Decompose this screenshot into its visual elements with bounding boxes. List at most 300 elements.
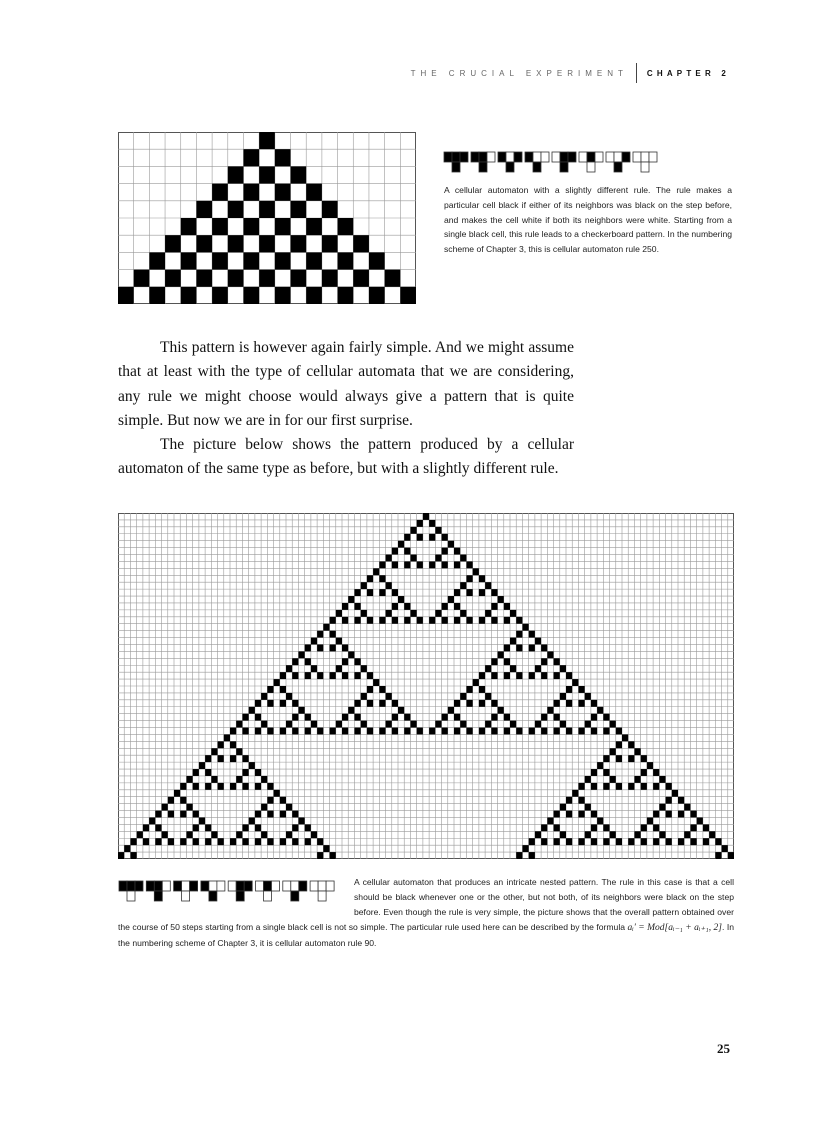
rule-90-black-cell <box>554 714 560 721</box>
rule-90-black-cell <box>541 658 547 665</box>
rule-90-black-cell <box>168 797 174 804</box>
rule-90-black-cell <box>162 831 168 838</box>
rule-250-icon-case-3 <box>525 152 549 172</box>
rule-90-black-cell <box>211 831 217 838</box>
rule-90-black-cell <box>410 610 416 617</box>
rule-250-black-cell <box>338 287 354 304</box>
rule-90-black-cell <box>529 838 535 845</box>
rule-90-black-cell <box>305 644 311 651</box>
rule-90-black-cell <box>249 762 255 769</box>
rule-90-black-cell <box>373 679 379 686</box>
figure1-caption: A cellular automaton with a slightly different rule. The rule makes a particular cell black if either of its neighbors was black on the step before, and makes the cell white if both its neighbors were white. Starting from a single black cell, this rule leads to a checkerboard pattern. In the numbering scheme of Chapter 3, this is cellular automaton rule 250. <box>444 185 732 255</box>
rule-90-black-cell <box>666 811 672 818</box>
rule-90-black-cell <box>404 617 410 624</box>
rule-90-black-cell <box>423 513 429 520</box>
rule-90-black-cell <box>330 631 336 638</box>
rule-90-black-cell <box>149 817 155 824</box>
rule-90-black-cell <box>404 561 410 568</box>
rule-90-black-cell <box>218 755 224 762</box>
rule-90-black-cell <box>529 728 535 735</box>
rule-90-black-cell <box>684 831 690 838</box>
rule-90-black-cell <box>522 845 528 852</box>
rule-90-black-cell <box>323 624 329 631</box>
rule-90-black-cell <box>578 797 584 804</box>
rule-90-black-cell <box>342 714 348 721</box>
rule-90-black-cell <box>224 734 230 741</box>
rule-90-black-cell <box>267 811 273 818</box>
rule-90-black-cell <box>336 665 342 672</box>
rule-90-black-cell <box>690 811 696 818</box>
rule-90-black-cell <box>361 693 367 700</box>
rule-90-black-cell <box>311 721 317 728</box>
rule-90-black-cell <box>560 693 566 700</box>
rule-90-black-cell <box>554 700 560 707</box>
rule-90-black-cell <box>460 721 466 728</box>
rule-90-black-cell <box>311 638 317 645</box>
rule-90-black-cell <box>180 797 186 804</box>
rule-90-black-cell <box>410 555 416 562</box>
rule-90-black-cell <box>666 783 672 790</box>
rule-250-black-cell <box>212 218 228 235</box>
rule-90-black-cell <box>392 617 398 624</box>
rule-90-black-cell <box>292 838 298 845</box>
rule-250-icon-row <box>443 151 661 174</box>
rule-90-black-cell <box>666 797 672 804</box>
rule-90-black-cell <box>417 617 423 624</box>
rule-90-black-cell <box>566 700 572 707</box>
rule-90-black-cell <box>485 721 491 728</box>
rule-90-black-cell <box>336 610 342 617</box>
rule-90-black-cell <box>597 707 603 714</box>
rule-90-black-cell <box>516 852 522 859</box>
rule-90-black-cell <box>280 797 286 804</box>
rule-90-black-cell <box>541 644 547 651</box>
rule-90-black-cell <box>317 852 323 859</box>
rule-90-black-cell <box>286 831 292 838</box>
rule-90-black-cell <box>454 700 460 707</box>
rule-90-black-cell <box>292 672 298 679</box>
rule-90-black-cell <box>367 575 373 582</box>
rule-250-black-cell <box>165 270 181 287</box>
rule-90-black-cell <box>392 603 398 610</box>
rule-90-black-cell <box>641 838 647 845</box>
rule-90-black-cell <box>143 824 149 831</box>
rule-90-black-cell <box>373 568 379 575</box>
rule-90-black-cell <box>572 790 578 797</box>
rule-90-black-cell <box>491 617 497 624</box>
rule-90-black-cell <box>672 790 678 797</box>
rule-250-black-cell <box>291 270 307 287</box>
rule-90-black-cell <box>330 852 336 859</box>
section-title: THE CRUCIAL EXPERIMENT <box>410 68 628 78</box>
rule-250-black-cell <box>196 235 212 252</box>
rule-90-black-cell <box>591 783 597 790</box>
rule-90-black-cell <box>516 644 522 651</box>
rule-90-black-cell <box>404 603 410 610</box>
rule-90-black-cell <box>454 714 460 721</box>
rule-250-black-cell <box>369 252 385 269</box>
rule-90-black-cell <box>379 686 385 693</box>
rule-90-black-cell <box>616 728 622 735</box>
rule-250-black-cell <box>259 270 275 287</box>
rule-90-black-cell <box>491 700 497 707</box>
rule-90-black-cell <box>722 845 728 852</box>
rule-90-black-cell <box>193 769 199 776</box>
rule-90-black-cell <box>379 617 385 624</box>
rule-90-black-cell <box>429 617 435 624</box>
running-header <box>411 63 730 83</box>
rule-90-black-cell <box>535 665 541 672</box>
rule-250-black-cell <box>243 149 259 166</box>
rule-90-black-cell <box>274 679 280 686</box>
rule-90-black-cell <box>242 838 248 845</box>
rule-90-black-cell <box>491 728 497 735</box>
rule-250-black-cell <box>322 201 338 218</box>
rule-90-black-cell <box>448 596 454 603</box>
rule-90-black-cell <box>504 672 510 679</box>
rule-90-black-cell <box>317 672 323 679</box>
rule-90-black-cell <box>653 783 659 790</box>
rule-250-black-cell <box>212 287 228 304</box>
rule-90-black-cell <box>386 610 392 617</box>
rule-90-black-cell <box>628 755 634 762</box>
rule-90-black-cell <box>566 728 572 735</box>
rule-90-black-cell <box>442 617 448 624</box>
rule-90-black-cell <box>547 651 553 658</box>
rule-90-black-cell <box>466 575 472 582</box>
rule-90-black-cell <box>342 644 348 651</box>
rule-90-black-cell <box>529 852 535 859</box>
rule-90-black-cell <box>292 728 298 735</box>
rule-90-black-cell <box>684 804 690 811</box>
rule-90-black-cell <box>603 728 609 735</box>
rule-90-black-cell <box>361 610 367 617</box>
rule-90-black-cell <box>597 817 603 824</box>
rule-90-black-cell <box>305 728 311 735</box>
rule-250-black-cell <box>196 201 212 218</box>
rule-90-black-cell <box>348 707 354 714</box>
rule-90-black-cell <box>715 838 721 845</box>
rule-90-black-cell <box>585 804 591 811</box>
rule-90-black-cell <box>566 686 572 693</box>
rule-90-black-cell <box>155 824 161 831</box>
rule-250-black-cell <box>118 287 134 304</box>
rule-90-black-cell <box>261 721 267 728</box>
rule-250-black-cell <box>196 270 212 287</box>
rule-90-black-cell <box>267 783 273 790</box>
rule-90-black-cell <box>547 817 553 824</box>
rule-90-black-cell <box>249 707 255 714</box>
rule-90-black-cell <box>162 804 168 811</box>
rule-250-black-cell <box>385 270 401 287</box>
rule-90-black-cell <box>709 831 715 838</box>
rule-250-black-cell <box>306 252 322 269</box>
rule-90-black-cell <box>547 707 553 714</box>
rule-90-black-cell <box>529 631 535 638</box>
rule-90-black-cell <box>616 783 622 790</box>
rule-90-black-cell <box>342 658 348 665</box>
rule-90-black-cell <box>186 804 192 811</box>
rule-250-black-cell <box>228 201 244 218</box>
rule-90-black-cell <box>367 686 373 693</box>
rule-90-black-cell <box>261 776 267 783</box>
rule-90-black-cell <box>566 672 572 679</box>
rule-90-black-cell <box>342 672 348 679</box>
rule-90-black-cell <box>659 831 665 838</box>
rule-90-black-cell <box>479 589 485 596</box>
rule-90-black-cell <box>280 728 286 735</box>
rule-90-black-cell <box>454 728 460 735</box>
rule-90-black-cell <box>174 790 180 797</box>
rule-90-black-cell <box>242 728 248 735</box>
rule-90-black-cell <box>354 714 360 721</box>
rule-90-black-cell <box>286 693 292 700</box>
rule-90-black-cell <box>641 824 647 831</box>
rule-90-black-cell <box>678 797 684 804</box>
rule-250-black-cell <box>181 252 197 269</box>
rule-90-black-cell <box>454 561 460 568</box>
rule-90-black-cell <box>305 824 311 831</box>
rule-90-black-cell <box>429 728 435 735</box>
rule-90-black-cell <box>560 804 566 811</box>
rule-90-black-cell <box>616 838 622 845</box>
rule-90-black-cell <box>572 679 578 686</box>
rule-250-black-cell <box>306 287 322 304</box>
rule-90-black-cell <box>298 817 304 824</box>
rule-90-black-cell <box>286 721 292 728</box>
rule-90-black-cell <box>585 831 591 838</box>
rule-90-black-cell <box>466 561 472 568</box>
rule-90-black-cell <box>460 610 466 617</box>
rule-90-black-cell <box>460 693 466 700</box>
rule-90-black-cell <box>435 610 441 617</box>
rule-90-black-cell <box>429 520 435 527</box>
rule-90-black-cell <box>280 811 286 818</box>
rule-90-black-cell <box>516 631 522 638</box>
rule-90-black-cell <box>566 811 572 818</box>
paragraph-2: The picture below shows the pattern produced by a cellular automaton of the same type as before, but with a slightly different rule. <box>118 436 574 478</box>
rule-90-black-cell <box>280 838 286 845</box>
rule-90-black-cell <box>348 651 354 658</box>
rule-90-black-cell <box>715 852 721 859</box>
rule-90-black-cell <box>292 658 298 665</box>
rule-90-black-cell <box>417 728 423 735</box>
rule-250-black-cell <box>243 184 259 201</box>
rule-90-black-cell <box>193 811 199 818</box>
rule-90-black-cell <box>479 617 485 624</box>
rule-90-black-cell <box>404 534 410 541</box>
rule-90-black-cell <box>305 672 311 679</box>
rule-90-black-cell <box>392 728 398 735</box>
rule-90-black-cell <box>124 845 130 852</box>
rule-90-black-cell <box>610 776 616 783</box>
rule-90-black-cell <box>298 651 304 658</box>
rule-90-black-cell <box>647 762 653 769</box>
rule-90-black-cell <box>466 728 472 735</box>
rule-90-black-cell <box>218 783 224 790</box>
rule-90-black-cell <box>460 555 466 562</box>
rule-250-black-cell <box>149 252 165 269</box>
rule-90-black-cell <box>292 824 298 831</box>
rule-90-black-cell <box>429 534 435 541</box>
rule-90-black-cell <box>535 721 541 728</box>
rule-90-black-cell <box>242 755 248 762</box>
rule-90-black-cell <box>603 838 609 845</box>
rule-250-pattern-figure <box>118 132 416 304</box>
rule-90-black-cell <box>317 644 323 651</box>
rule-90-black-cell <box>193 838 199 845</box>
rule-90-black-cell <box>249 817 255 824</box>
rule-90-black-cell <box>622 734 628 741</box>
rule-90-black-cell <box>280 672 286 679</box>
rule-250-black-cell <box>306 218 322 235</box>
rule-90-black-cell <box>280 700 286 707</box>
rule-90-black-cell <box>591 728 597 735</box>
rule-90-black-cell <box>398 707 404 714</box>
rule-90-black-cell <box>541 728 547 735</box>
rule-90-black-cell <box>317 838 323 845</box>
rule-90-black-cell <box>516 617 522 624</box>
rule-90-black-cell <box>168 811 174 818</box>
rule-90-black-cell <box>305 838 311 845</box>
rule-90-black-cell <box>143 838 149 845</box>
rule-90-black-cell <box>498 596 504 603</box>
rule-250-black-cell <box>165 235 181 252</box>
rule-90-black-cell <box>491 603 497 610</box>
rule-90-black-cell <box>267 797 273 804</box>
rule-90-black-cell <box>317 631 323 638</box>
rule-90-black-cell <box>404 728 410 735</box>
rule-90-black-cell <box>211 748 217 755</box>
rule-90-black-cell <box>379 728 385 735</box>
chapter-label: CHAPTER 2 <box>646 68 730 78</box>
rule-90-black-cell <box>286 804 292 811</box>
rule-90-black-cell <box>292 700 298 707</box>
rule-90-black-cell <box>205 783 211 790</box>
rule-90-black-cell <box>560 665 566 672</box>
rule-90-black-cell <box>118 852 124 859</box>
rule-90-black-cell <box>392 700 398 707</box>
rule-90-black-cell <box>305 714 311 721</box>
rule-90-black-cell <box>603 783 609 790</box>
rule-90-black-cell <box>236 831 242 838</box>
rule-90-black-cell <box>535 638 541 645</box>
rule-90-black-cell <box>628 783 634 790</box>
rule-90-black-cell <box>554 658 560 665</box>
rule-90-black-cell <box>330 728 336 735</box>
rule-250-black-cell <box>212 252 228 269</box>
rule-90-black-cell <box>554 811 560 818</box>
rule-90-black-cell <box>348 596 354 603</box>
rule-90-pattern-figure <box>118 513 734 859</box>
rule-90-black-cell <box>498 707 504 714</box>
rule-90-black-cell <box>454 617 460 624</box>
rule-90-black-cell <box>578 811 584 818</box>
rule-90-black-cell <box>255 714 261 721</box>
rule-90-black-cell <box>255 700 261 707</box>
rule-90-black-cell <box>442 534 448 541</box>
rule-90-black-cell <box>653 769 659 776</box>
page-number: 25 <box>717 1041 730 1056</box>
rule-90-black-cell <box>566 797 572 804</box>
rule-90-black-cell <box>392 561 398 568</box>
rule-90-black-cell <box>199 817 205 824</box>
figure2-caption <box>118 875 734 951</box>
rule-90-black-cell <box>603 755 609 762</box>
rule-90-black-cell <box>342 617 348 624</box>
rule-90-black-cell <box>510 665 516 672</box>
rule-90-black-cell <box>690 838 696 845</box>
rule-90-black-cell <box>641 783 647 790</box>
rule-90-black-cell <box>336 721 342 728</box>
rule-90-black-cell <box>485 610 491 617</box>
rule-90-black-cell <box>354 700 360 707</box>
rule-90-black-cell <box>261 831 267 838</box>
rule-90-black-cell <box>435 555 441 562</box>
rule-90-black-cell <box>653 811 659 818</box>
rule-90-black-cell <box>435 721 441 728</box>
rule-90-black-cell <box>386 693 392 700</box>
rule-90-black-cell <box>404 548 410 555</box>
rule-90-black-cell <box>354 658 360 665</box>
rule-90-black-cell <box>485 693 491 700</box>
rule-90-black-cell <box>330 672 336 679</box>
rule-250-icon-case-4 <box>552 152 576 172</box>
rule-90-black-cell <box>541 672 547 679</box>
rule-90-black-cell <box>292 811 298 818</box>
rule-90-black-cell <box>367 672 373 679</box>
rule-250-icon-case-7 <box>633 152 657 172</box>
rule-90-black-cell <box>255 728 261 735</box>
rule-90-black-cell <box>566 838 572 845</box>
rule-90-black-cell <box>466 686 472 693</box>
rule-90-black-cell <box>255 824 261 831</box>
rule-90-black-cell <box>354 728 360 735</box>
header-divider <box>636 63 637 83</box>
rule-90-black-cell <box>578 728 584 735</box>
rule-90-black-cell <box>653 824 659 831</box>
rule-90-black-cell <box>230 728 236 735</box>
rule-90-black-cell <box>386 721 392 728</box>
rule-90-black-cell <box>311 665 317 672</box>
rule-90-black-cell <box>367 589 373 596</box>
rule-250-icon-case-2 <box>498 152 522 172</box>
rule-90-black-cell <box>510 721 516 728</box>
rule-90-black-cell <box>236 721 242 728</box>
rule-90-black-cell <box>628 838 634 845</box>
rule-90-black-cell <box>535 831 541 838</box>
rule-90-black-cell <box>354 617 360 624</box>
rule-90-black-cell <box>485 582 491 589</box>
rule-250-black-cell <box>338 218 354 235</box>
rule-90-black-cell <box>491 589 497 596</box>
rule-90-black-cell <box>585 693 591 700</box>
rule-90-black-cell <box>367 728 373 735</box>
rule-90-black-cell <box>361 582 367 589</box>
rule-90-black-cell <box>479 686 485 693</box>
rule-90-black-cell <box>267 728 273 735</box>
rule-90-black-cell <box>504 644 510 651</box>
rule-250-black-cell <box>353 270 369 287</box>
rule-250-black-cell <box>212 184 228 201</box>
rule-90-black-cell <box>591 700 597 707</box>
rule-90-black-cell <box>678 811 684 818</box>
rule-90-black-cell <box>504 658 510 665</box>
rule-90-black-cell <box>504 714 510 721</box>
rule-90-black-cell <box>342 603 348 610</box>
rule-90-black-cell <box>504 728 510 735</box>
rule-90-black-cell <box>354 603 360 610</box>
